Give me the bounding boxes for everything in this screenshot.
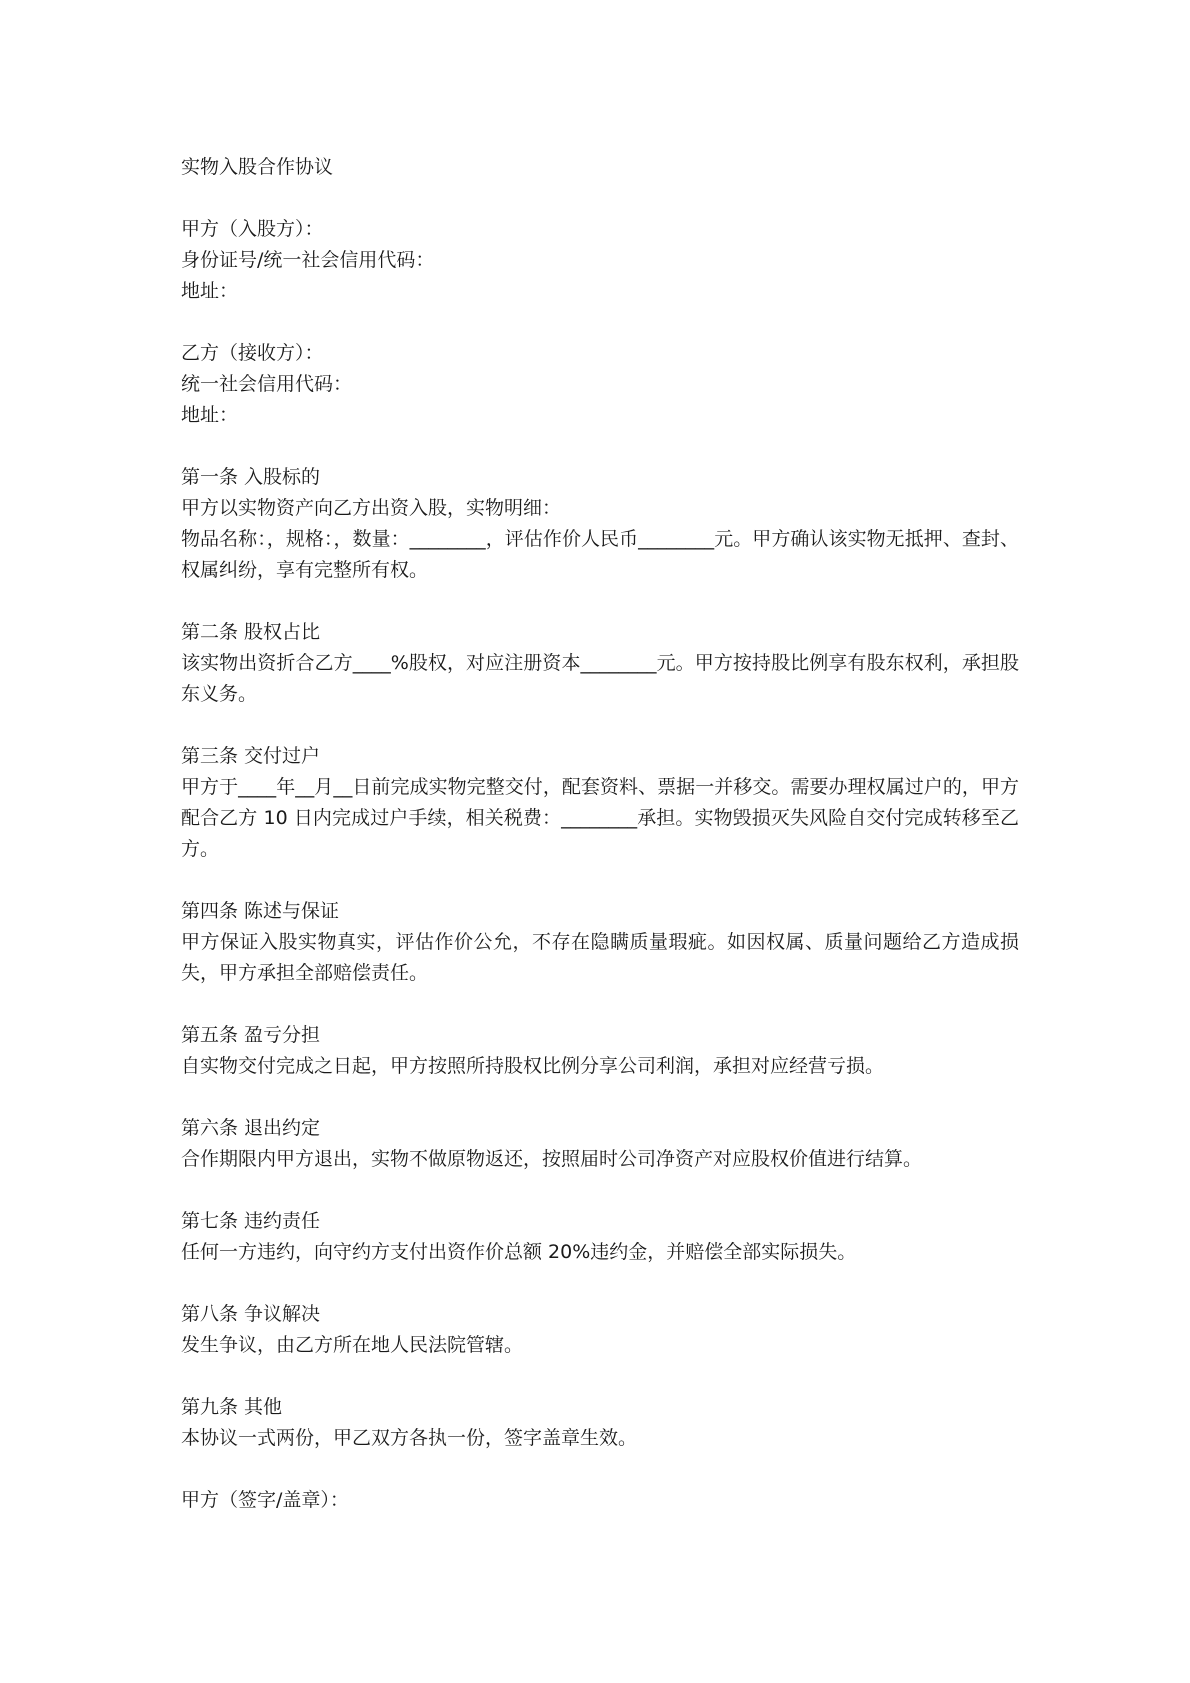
article-heading: 第二条 股权占比 <box>181 621 321 643</box>
party-b-block <box>181 338 1019 431</box>
spacer <box>181 710 1019 741</box>
article-heading: 第九条 其他 <box>181 1396 283 1418</box>
article-text: 自实物交付完成之日起，甲方按照所持股权比例分享公司利润，承担对应经营亏损。 <box>181 1055 885 1077</box>
article-text: 该实物出资折合乙方____%股权，对应注册资本________元。甲方按持股比例享有股东权利，承担股东义务。 <box>181 652 1019 705</box>
party-a-block <box>181 214 1019 307</box>
spacer <box>181 1268 1019 1299</box>
article-text: 合作期限内甲方退出，实物不做原物返还，按照届时公司净资产对应股权价值进行结算。 <box>181 1148 923 1170</box>
article-heading: 第五条 盈亏分担 <box>181 1024 321 1046</box>
party-b-address-label: 地址： <box>181 404 239 426</box>
article-4 <box>181 896 1019 989</box>
article-heading: 第一条 入股标的 <box>181 466 321 488</box>
article-heading: 第四条 陈述与保证 <box>181 900 340 922</box>
article-3 <box>181 741 1019 865</box>
party-a-address-label: 地址： <box>181 280 239 302</box>
party-b-id-label: 统一社会信用代码： <box>181 373 353 395</box>
article-text: 甲方以实物资产向乙方出资入股，实物明细： <box>181 497 562 519</box>
spacer <box>181 1361 1019 1392</box>
article-heading: 第三条 交付过户 <box>181 745 321 767</box>
spacer <box>181 431 1019 462</box>
spacer <box>181 1175 1019 1206</box>
article-text: 物品名称：，规格：，数量：________，评估作价人民币________元。甲方确认该实物无抵押、查封、权属纠纷，享有完整所有权。 <box>181 528 1019 581</box>
article-text: 本协议一式两份，甲乙双方各执一份，签字盖章生效。 <box>181 1427 638 1449</box>
article-9 <box>181 1392 1019 1454</box>
article-text: 发生争议，由乙方所在地人民法院管辖。 <box>181 1334 524 1356</box>
article-6 <box>181 1113 1019 1175</box>
spacer <box>181 1454 1019 1485</box>
party-a-id-label: 身份证号/统一社会信用代码： <box>181 249 435 271</box>
article-text: 甲方于____年__月__日前完成实物完整交付，配套资料、票据一并移交。需要办理权属过户的，甲方配合乙方 10 日内完成过户手续，相关税费：________承担。实物毁损灭失风险自交付完成转移至乙方。 <box>181 776 1019 860</box>
article-7 <box>181 1206 1019 1268</box>
article-heading: 第八条 争议解决 <box>181 1303 321 1325</box>
article-text: 甲方保证入股实物真实，评估作价公允，不存在隐瞒质量瑕疵。如因权属、质量问题给乙方造成损失，甲方承担全部赔偿责任。 <box>181 931 1019 984</box>
spacer <box>181 307 1019 338</box>
spacer <box>181 865 1019 896</box>
article-5 <box>181 1020 1019 1082</box>
party-a-name-label: 甲方（入股方）： <box>181 218 324 240</box>
article-heading: 第七条 违约责任 <box>181 1210 321 1232</box>
article-8 <box>181 1299 1019 1361</box>
party-a-signature-label: 甲方（签字/盖章）： <box>181 1489 349 1511</box>
spacer <box>181 1082 1019 1113</box>
article-1 <box>181 462 1019 586</box>
contract-page <box>181 152 1019 1516</box>
spacer <box>181 586 1019 617</box>
article-heading: 第六条 退出约定 <box>181 1117 321 1139</box>
party-b-name-label: 乙方（接收方）： <box>181 342 324 364</box>
signature-block <box>181 1485 1019 1516</box>
article-2 <box>181 617 1019 710</box>
document-title: 实物入股合作协议 <box>181 156 334 178</box>
article-text: 任何一方违约，向守约方支付出资作价总额 20%违约金，并赔偿全部实际损失。 <box>181 1241 857 1263</box>
spacer <box>181 989 1019 1020</box>
